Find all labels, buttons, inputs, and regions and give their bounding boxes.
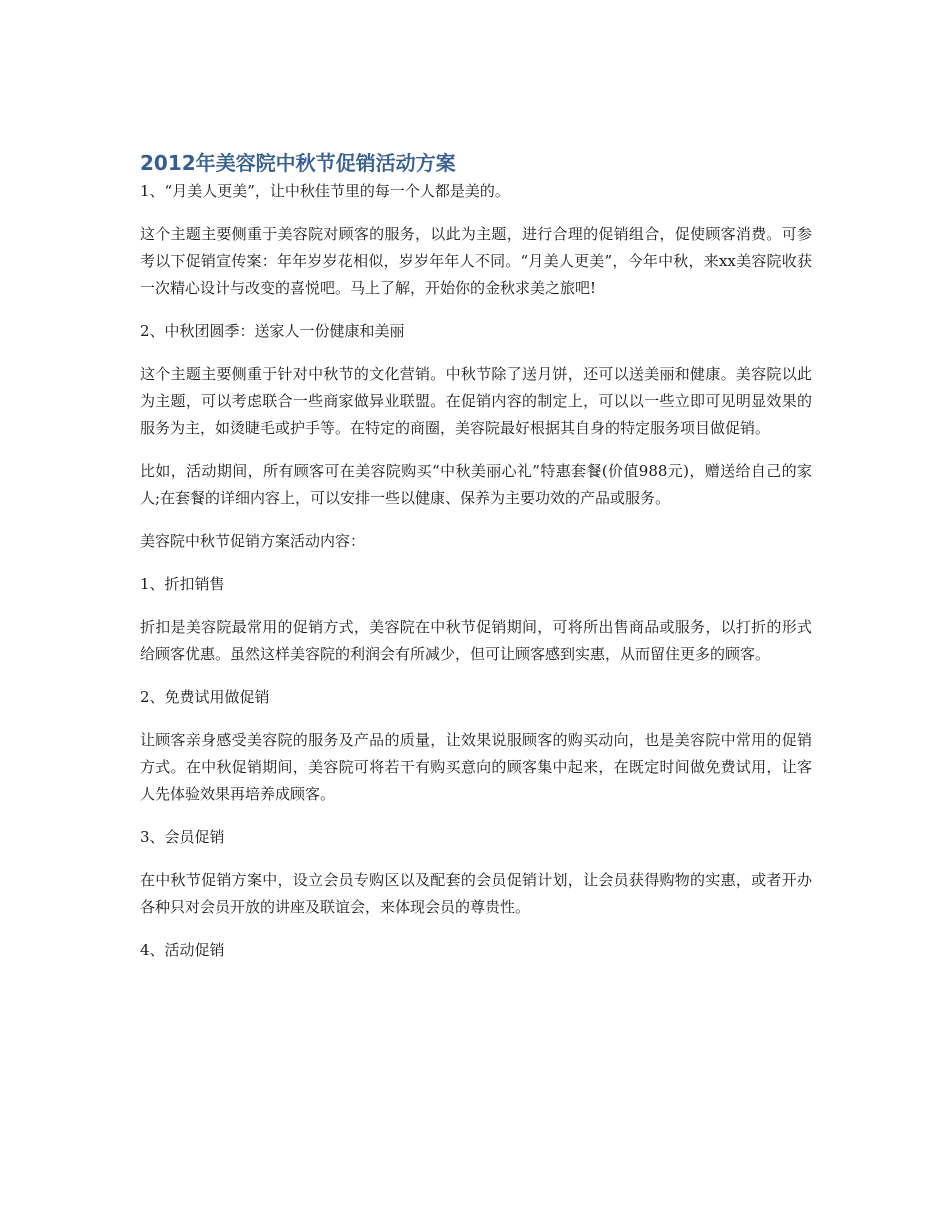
paragraph-section-heading: 美容院中秋节促销方案活动内容：: [140, 532, 366, 550]
paragraph-item-2-body: 让顾客亲身感受美容院的服务及产品的质量，让效果说服顾客的购买动向，也是美容院中常用的促销方式。在中秋促销期间，美容院可将若干有购买意向的顾客集中起来，在既定时间做免费试用，让客人先体验效果再培养成顾客。: [140, 731, 812, 803]
document-title: 2012年美容院中秋节促销活动方案: [140, 151, 456, 175]
spacer: [140, 302, 812, 318]
spacer: [140, 711, 812, 727]
paragraph-theme-2-example: 比如，活动期间，所有顾客可在美容院购买“中秋美丽心礼”特惠套餐(价值988元)，赠送给自己的家人;在套餐的详细内容上，可以安排一些以健康、保养为主要功效的产品或服务。: [140, 462, 812, 507]
spacer: [140, 598, 812, 614]
spacer: [140, 921, 812, 937]
document-page: [140, 148, 812, 964]
spacer: [140, 851, 812, 867]
paragraph-theme-1-heading: 1、“月美人更美”，让中秋佳节里的每一个人都是美的。: [140, 182, 510, 200]
paragraph-theme-1-body: 这个主题主要侧重于美容院对顾客的服务，以此为主题，进行合理的促销组合，促使顾客消费。可参考以下促销宣传案：年年岁岁花相似，岁岁年年人不同。“月美人更美”，今年中秋，来xx美容院收获一次精心设计与改变的喜悦吧。马上了解，开始你的金秋求美之旅吧!: [140, 225, 812, 297]
spacer: [140, 205, 812, 221]
spacer: [140, 668, 812, 684]
paragraph-item-4-heading: 4、活动促销: [140, 941, 225, 959]
paragraph-item-1-heading: 1、折扣销售: [140, 575, 225, 593]
paragraph-theme-2-heading: 2、中秋团圆季：送家人一份健康和美丽: [140, 322, 405, 340]
paragraph-theme-2-body: 这个主题主要侧重于针对中秋节的文化营销。中秋节除了送月饼，还可以送美丽和健康。美容院以此为主题，可以考虑联合一些商家做异业联盟。在促销内容的制定上，可以以一些立即可见明显效果的服务为主，如烫睫毛或护手等。在特定的商圈，美容院最好根据其自身的特定服务项目做促销。: [140, 365, 812, 437]
paragraph-item-2-heading: 2、免费试用做促销: [140, 688, 270, 706]
spacer: [140, 442, 812, 458]
spacer: [140, 512, 812, 528]
paragraph-item-1-body: 折扣是美容院最常用的促销方式，美容院在中秋节促销期间，可将所出售商品或服务，以打折的形式给顾客优惠。虽然这样美容院的利润会有所减少，但可让顾客感到实惠，从而留住更多的顾客。: [140, 618, 812, 663]
paragraph-item-3-heading: 3、会员促销: [140, 828, 225, 846]
spacer: [140, 808, 812, 824]
spacer: [140, 345, 812, 361]
paragraph-item-3-body: 在中秋节促销方案中，设立会员专购区以及配套的会员促销计划，让会员获得购物的实惠，或者开办各种只对会员开放的讲座及联谊会，来体现会员的尊贵性。: [140, 871, 812, 916]
spacer: [140, 555, 812, 571]
